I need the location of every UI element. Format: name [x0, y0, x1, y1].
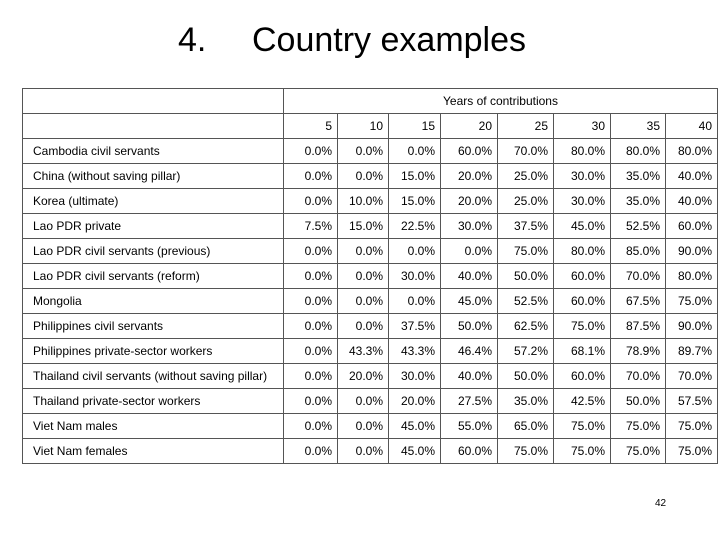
rate-cell: 43.3% [338, 339, 389, 364]
rate-cell: 35.0% [498, 389, 554, 414]
table-row [23, 189, 718, 214]
row-label-cell: Mongolia [23, 289, 284, 314]
year-header-cell: 15 [389, 114, 441, 139]
row-label-cell: Thailand private-sector workers [23, 389, 284, 414]
rate-cell: 25.0% [498, 164, 554, 189]
row-label-cell: Thailand civil servants (without saving pillar) [23, 364, 284, 389]
rate-cell: 0.0% [389, 289, 441, 314]
rate-cell: 40.0% [666, 189, 718, 214]
rate-cell: 50.0% [441, 314, 498, 339]
year-header-cell: 35 [611, 114, 666, 139]
rate-cell: 15.0% [389, 189, 441, 214]
rate-cell: 68.1% [554, 339, 611, 364]
table-row [23, 289, 718, 314]
rate-cell: 0.0% [284, 139, 338, 164]
table-row [23, 139, 718, 164]
rate-cell: 0.0% [284, 414, 338, 439]
rate-cell: 75.0% [666, 439, 718, 464]
rate-cell: 60.0% [554, 364, 611, 389]
rate-cell: 40.0% [666, 164, 718, 189]
rate-cell: 25.0% [498, 189, 554, 214]
rate-cell: 85.0% [611, 239, 666, 264]
row-label-cell: Viet Nam females [23, 439, 284, 464]
row-label-cell: Lao PDR civil servants (reform) [23, 264, 284, 289]
rate-cell: 15.0% [389, 164, 441, 189]
rate-cell: 42.5% [554, 389, 611, 414]
rate-cell: 0.0% [284, 164, 338, 189]
table-header-group-row [23, 89, 718, 114]
rate-cell: 30.0% [554, 189, 611, 214]
rate-cell: 20.0% [338, 364, 389, 389]
rate-cell: 75.0% [554, 439, 611, 464]
row-label-cell: Lao PDR private [23, 214, 284, 239]
rate-cell: 0.0% [338, 314, 389, 339]
rate-cell: 0.0% [338, 289, 389, 314]
rate-cell: 0.0% [284, 264, 338, 289]
rate-cell: 0.0% [389, 139, 441, 164]
title-text: Country examples [252, 21, 527, 59]
rate-cell: 0.0% [389, 239, 441, 264]
rate-cell: 75.0% [666, 289, 718, 314]
rate-cell: 0.0% [284, 189, 338, 214]
row-label-cell: Lao PDR civil servants (previous) [23, 239, 284, 264]
rate-cell: 22.5% [389, 214, 441, 239]
rate-cell: 75.0% [554, 314, 611, 339]
replacement-rate-table [22, 88, 718, 464]
rate-cell: 7.5% [284, 214, 338, 239]
rate-cell: 10.0% [338, 189, 389, 214]
rate-cell: 37.5% [498, 214, 554, 239]
table-header-years-row [23, 114, 718, 139]
year-header-cell: 30 [554, 114, 611, 139]
table-row [23, 414, 718, 439]
rate-cell: 0.0% [284, 314, 338, 339]
rate-cell: 52.5% [498, 289, 554, 314]
rate-cell: 46.4% [441, 339, 498, 364]
rate-cell: 90.0% [666, 314, 718, 339]
rate-cell: 40.0% [441, 364, 498, 389]
rate-cell: 20.0% [441, 164, 498, 189]
rate-cell: 75.0% [554, 414, 611, 439]
rate-cell: 20.0% [441, 189, 498, 214]
rate-cell: 80.0% [666, 139, 718, 164]
rate-cell: 67.5% [611, 289, 666, 314]
rate-cell: 62.5% [498, 314, 554, 339]
rate-cell: 45.0% [389, 414, 441, 439]
rate-cell: 30.0% [389, 364, 441, 389]
slide-title [0, 18, 720, 62]
rate-cell: 70.0% [498, 139, 554, 164]
table-row [23, 439, 718, 464]
rate-cell: 60.0% [441, 139, 498, 164]
row-label-cell: Philippines private-sector workers [23, 339, 284, 364]
rate-cell: 0.0% [284, 364, 338, 389]
table-row [23, 264, 718, 289]
table-row [23, 364, 718, 389]
rate-cell: 0.0% [284, 439, 338, 464]
rate-cell: 57.5% [666, 389, 718, 414]
table-row [23, 214, 718, 239]
rate-cell: 0.0% [284, 389, 338, 414]
rate-cell: 0.0% [284, 339, 338, 364]
rate-cell: 0.0% [338, 439, 389, 464]
rate-cell: 70.0% [611, 364, 666, 389]
table-row [23, 314, 718, 339]
rate-cell: 50.0% [611, 389, 666, 414]
year-header-cell: 40 [666, 114, 718, 139]
rate-cell: 75.0% [666, 414, 718, 439]
rate-cell: 55.0% [441, 414, 498, 439]
rate-cell: 45.0% [441, 289, 498, 314]
rate-cell: 0.0% [284, 289, 338, 314]
table-row [23, 239, 718, 264]
rate-cell: 60.0% [554, 264, 611, 289]
rate-cell: 0.0% [284, 239, 338, 264]
rate-cell: 30.0% [554, 164, 611, 189]
rate-cell: 87.5% [611, 314, 666, 339]
row-label-cell: Cambodia civil servants [23, 139, 284, 164]
rate-cell: 0.0% [441, 239, 498, 264]
rate-cell: 0.0% [338, 239, 389, 264]
rate-cell: 80.0% [554, 139, 611, 164]
rate-cell: 40.0% [441, 264, 498, 289]
rate-cell: 50.0% [498, 364, 554, 389]
row-label-cell: China (without saving pillar) [23, 164, 284, 189]
rate-cell: 0.0% [338, 389, 389, 414]
year-header-cell: 5 [284, 114, 338, 139]
rate-cell: 78.9% [611, 339, 666, 364]
page-number: 42 [655, 498, 667, 509]
row-label-cell: Philippines civil servants [23, 314, 284, 339]
rate-cell: 89.7% [666, 339, 718, 364]
year-header-cell: 10 [338, 114, 389, 139]
rate-cell: 27.5% [441, 389, 498, 414]
rate-cell: 80.0% [554, 239, 611, 264]
title-number: 4. [178, 21, 207, 59]
rate-cell: 30.0% [441, 214, 498, 239]
rate-cell: 37.5% [389, 314, 441, 339]
rate-cell: 80.0% [611, 139, 666, 164]
rate-cell: 45.0% [554, 214, 611, 239]
rate-cell: 90.0% [666, 239, 718, 264]
table-row [23, 339, 718, 364]
rate-cell: 0.0% [338, 414, 389, 439]
rate-cell: 57.2% [498, 339, 554, 364]
rate-cell: 0.0% [338, 164, 389, 189]
rate-cell: 60.0% [554, 289, 611, 314]
rate-cell: 75.0% [611, 414, 666, 439]
year-header-cell: 25 [498, 114, 554, 139]
rate-cell: 35.0% [611, 164, 666, 189]
rate-cell: 60.0% [441, 439, 498, 464]
rate-cell: 65.0% [498, 414, 554, 439]
years-header: Years of contributions [284, 89, 718, 114]
rate-cell: 35.0% [611, 189, 666, 214]
rate-cell: 70.0% [611, 264, 666, 289]
rate-cell: 70.0% [666, 364, 718, 389]
rate-cell: 75.0% [498, 239, 554, 264]
rate-cell: 52.5% [611, 214, 666, 239]
row-label-cell: Viet Nam males [23, 414, 284, 439]
header-corner-cell [23, 89, 284, 114]
rate-cell: 50.0% [498, 264, 554, 289]
rate-cell: 60.0% [666, 214, 718, 239]
row-label-cell: Korea (ultimate) [23, 189, 284, 214]
rate-cell: 0.0% [338, 139, 389, 164]
rate-cell: 20.0% [389, 389, 441, 414]
rate-cell: 15.0% [338, 214, 389, 239]
rate-cell: 75.0% [611, 439, 666, 464]
rate-cell: 30.0% [389, 264, 441, 289]
rate-cell: 0.0% [338, 264, 389, 289]
year-header-cell: 20 [441, 114, 498, 139]
rate-cell: 45.0% [389, 439, 441, 464]
table-row [23, 164, 718, 189]
rate-cell: 75.0% [498, 439, 554, 464]
header-blank-cell [23, 114, 284, 139]
table-row [23, 389, 718, 414]
rate-cell: 43.3% [389, 339, 441, 364]
rate-cell: 80.0% [666, 264, 718, 289]
